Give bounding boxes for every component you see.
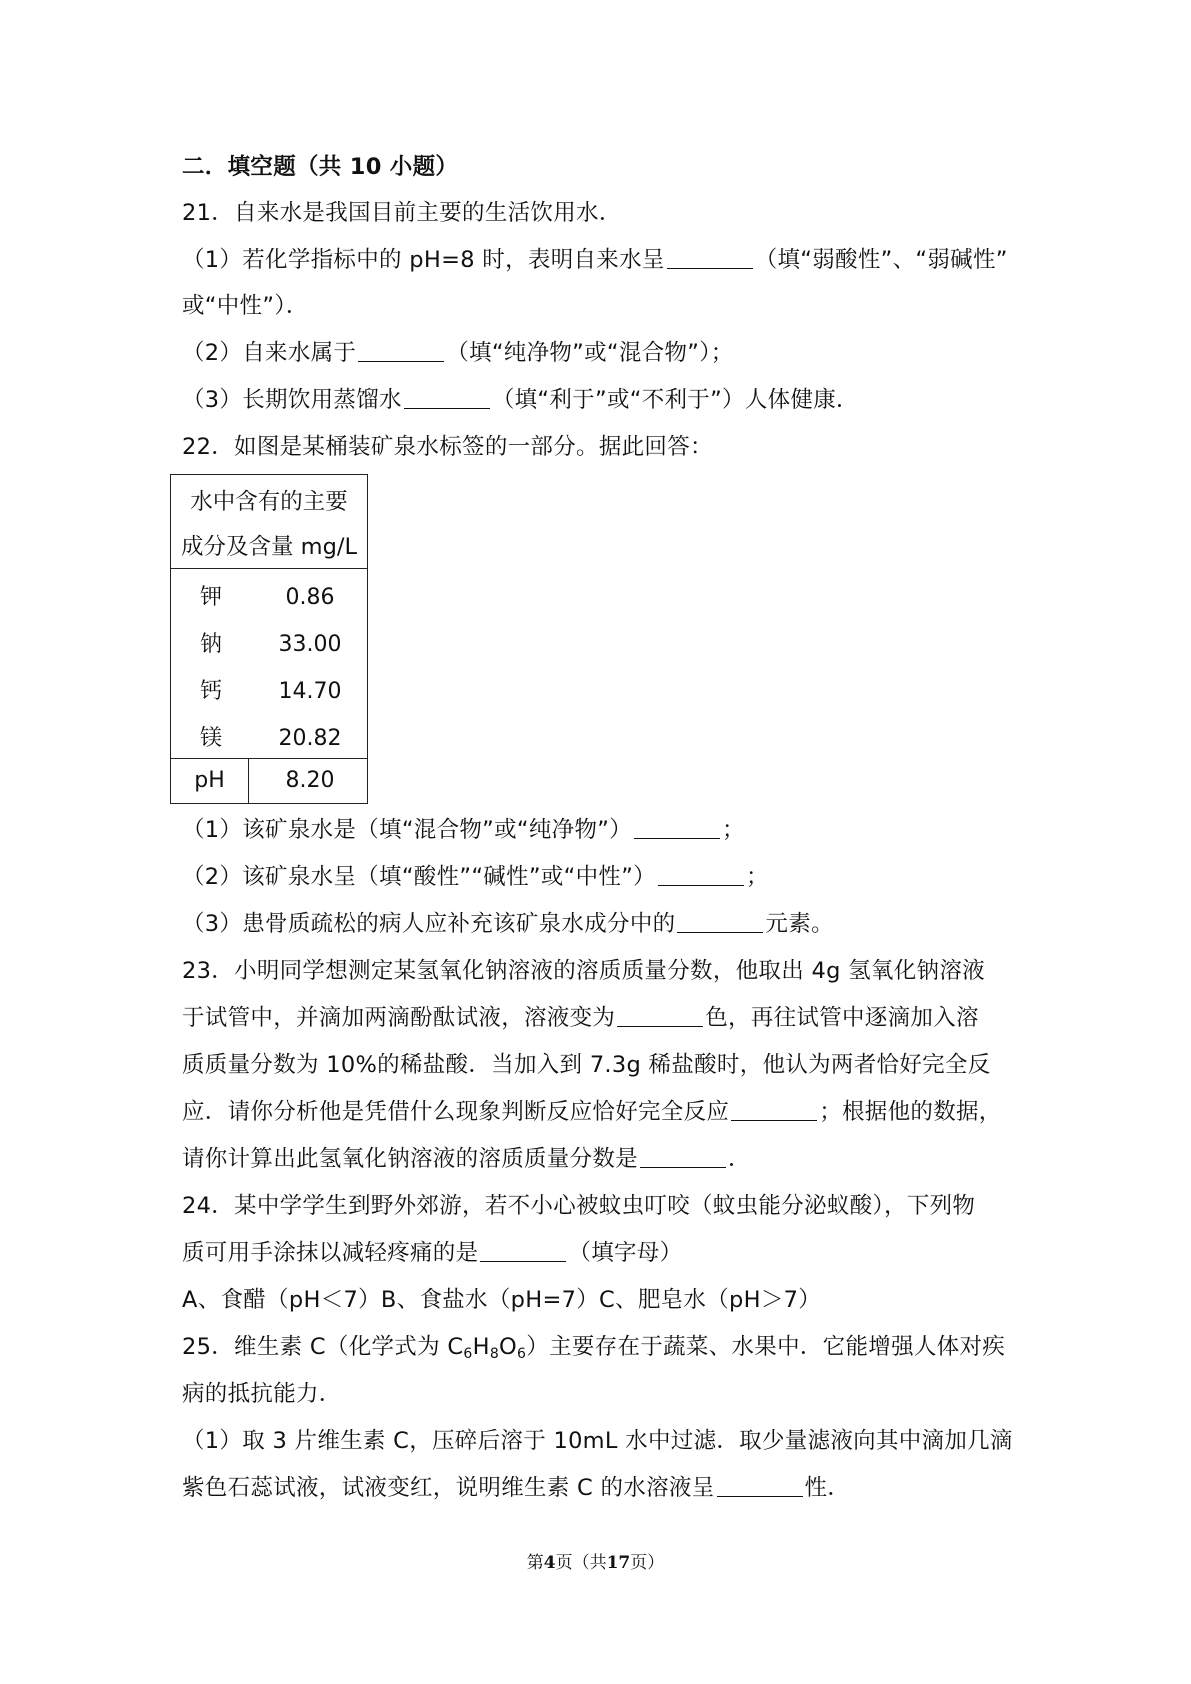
page-total: 17: [606, 1553, 631, 1573]
table-row: [171, 574, 367, 621]
ph-label: pH: [171, 759, 249, 803]
table-header-line1: 水中含有的主要: [190, 489, 348, 515]
answer-blank[interactable]: [640, 1145, 726, 1168]
formula-subscript: 6: [463, 1346, 473, 1362]
q23-line4: 应．请你分析他是凭借什么现象判断反应恰好完全反应 ；根据他的数据，: [182, 1099, 1002, 1125]
section-heading: 二．填空题（共 10 小题）: [182, 154, 459, 180]
answer-blank[interactable]: [358, 339, 444, 362]
table-row: [171, 621, 367, 668]
answer-blank[interactable]: [731, 1098, 817, 1121]
q22-stem: 22．如图是某桶装矿泉水标签的一部分。据此回答：: [182, 434, 713, 460]
table-header-line2: 成分及含量 mg/L: [181, 534, 357, 560]
q24-line1: 24．某中学学生到野外郊游，若不小心被蚊虫叮咬（蚊虫能分泌蚁酸），下列物: [182, 1193, 976, 1219]
table-header: [171, 475, 367, 569]
element-value: 14.70: [278, 679, 342, 704]
answer-blank[interactable]: [658, 863, 744, 886]
q22-part1: （1）该矿泉水是（填“混合物”或“纯净物”） ；: [182, 817, 745, 843]
page-number: 4: [543, 1553, 556, 1573]
answer-blank[interactable]: [617, 1004, 703, 1027]
q23-line2: 于试管中，并滴加两滴酚酞试液，溶液变为 色，再往试管中逐滴加入溶: [182, 1005, 979, 1031]
q24-options: A、食醋（pH＜7）B、食盐水（pH=7）C、肥皂水（pH＞7）: [182, 1287, 822, 1313]
q21-part1-line1: （1）若化学指标中的 pH=8 时，表明自来水呈 （填“弱酸性”、“弱碱性”: [182, 247, 1008, 273]
table-row: [171, 668, 367, 715]
answer-blank[interactable]: [717, 1474, 803, 1497]
q21-part1-line2: 或“中性”）．: [182, 293, 309, 319]
q21-part3: （3）长期饮用蒸馏水 （填“利于”或“不利于”）人体健康．: [182, 387, 859, 413]
element-value: 0.86: [285, 585, 335, 610]
q23-line1: 23．小明同学想测定某氢氧化钠溶液的溶质质量分数，他取出 4g 氢氧化钠溶液: [182, 958, 985, 984]
q21-part2: （2）自来水属于 （填“纯净物”或“混合物”）；: [182, 340, 734, 366]
q22-part3: （3）患骨质疏松的病人应补充该矿泉水成分中的 元素。: [182, 911, 834, 937]
table-ph-row: [171, 758, 367, 803]
q21-stem: 21．自来水是我国目前主要的生活饮用水．: [182, 200, 622, 226]
answer-blank[interactable]: [404, 386, 490, 409]
element-name: 钾: [199, 585, 222, 610]
answer-blank[interactable]: [634, 816, 720, 839]
answer-blank[interactable]: [667, 246, 753, 269]
q23-line3: 质质量分数为 10%的稀盐酸．当加入到 7.3g 稀盐酸时，他认为两者恰好完全反: [182, 1052, 991, 1078]
element-value: 20.82: [278, 726, 342, 751]
q23-line5: 请你计算出此氢氧化钠溶液的溶质质量分数是 ．: [182, 1146, 751, 1172]
element-name: 钙: [199, 679, 222, 704]
q25-line4: 紫色石蕊试液，试液变红，说明维生素 C 的水溶液呈 性．: [182, 1475, 851, 1501]
q24-line2: 质可用手涂抹以减轻疼痛的是 （填字母）: [182, 1240, 683, 1266]
element-value: 33.00: [278, 632, 342, 657]
table-row: [171, 715, 367, 762]
formula-subscript: 6: [517, 1346, 527, 1362]
page-footer: 第4页（共17页）: [526, 1553, 665, 1573]
formula-subscript: 8: [489, 1346, 500, 1362]
element-name: 镁: [199, 726, 222, 751]
ph-value: 8.20: [285, 768, 335, 793]
q25-line1: 25．维生素 C（化学式为 $C_6H_8O_6$）主要存在于蔬菜、水果中．它能增强人体对疾: [182, 1334, 1006, 1362]
q25-line2: 病的抵抗能力．: [182, 1381, 342, 1407]
q22-part2: （2）该矿泉水呈（填“酸性”“碱性”或“中性”） ；: [182, 864, 769, 890]
q25-line3: （1）取 3 片维生素 C，压碎后溶于 10mL 水中过滤．取少量滤液向其中滴加几滴: [182, 1428, 1013, 1454]
answer-blank[interactable]: [677, 910, 763, 933]
mineral-water-label-table: [170, 474, 368, 804]
answer-blank[interactable]: [480, 1239, 566, 1262]
element-name: 钠: [199, 632, 222, 657]
